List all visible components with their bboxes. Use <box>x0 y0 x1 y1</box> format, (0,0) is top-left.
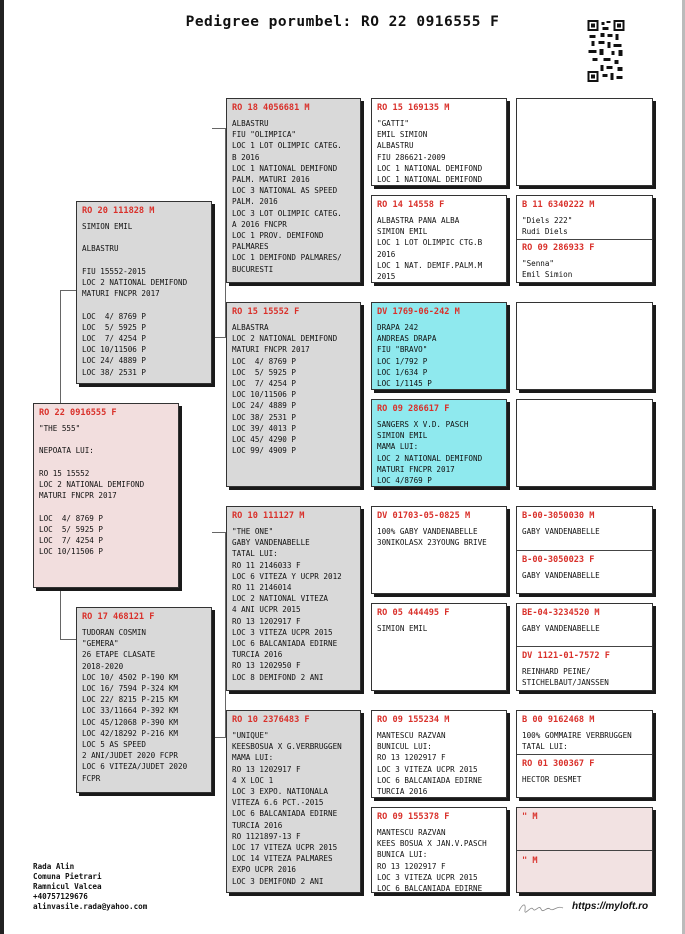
text-line: LOC 10/11506 P <box>232 390 297 400</box>
text-line: LOC 45/ 4290 P <box>232 435 297 445</box>
text-line: RO 11 2146014 <box>232 583 292 593</box>
text-line: FIU "BRAVO" <box>377 345 428 355</box>
text-line: TURCIA 2016 <box>232 650 283 660</box>
text-line: LOC 8 DEMIFOND 2 ANI <box>232 672 324 682</box>
text-line: PALM. MATURI 2016 <box>232 175 310 185</box>
text-line: MAMA LUI: <box>232 753 274 763</box>
gen5-ring-4: RO 09 286933 F <box>522 243 595 253</box>
gen5-ring-11: BE-04-3234520 M <box>522 608 600 618</box>
text-line: TUDORAN COSMIN <box>82 628 147 637</box>
text-line: ALBASTRU <box>377 141 414 151</box>
pigeon-lines <box>39 423 173 557</box>
text-line: "Diels 222" <box>522 216 573 225</box>
text-line: +40757129676 <box>33 892 88 901</box>
text-line: LOC 16/ 7594 P-324 KM <box>82 684 179 694</box>
text-line: LOC 42/18292 P-216 KM <box>82 728 179 738</box>
gen4-card-6[interactable] <box>371 603 507 691</box>
text-line: SIMION EMIL <box>377 431 428 441</box>
gen5-lines-10 <box>522 570 647 581</box>
connector-dam-gen3 <box>212 532 226 702</box>
sire-card[interactable] <box>76 201 212 384</box>
text-line: LOC 3 VITEZA UCPR 2015 <box>232 627 333 637</box>
text-line: LOC 3 NATIONAL AS SPEED <box>232 186 338 196</box>
gen5-lines-9 <box>522 526 647 537</box>
text-line <box>82 299 206 310</box>
gen4-lines-1 <box>377 118 501 185</box>
gen4-lines-2 <box>377 215 501 282</box>
gen4-lines-4 <box>377 419 501 486</box>
gen5-lines-3 <box>522 215 647 237</box>
gen4-ring-6: RO 05 444495 F <box>377 608 450 618</box>
gen5-pair-3[interactable] <box>516 302 653 390</box>
text-line: RO 13 1202917 F <box>377 753 446 763</box>
text-line: VITEZA 6.6 PCT.-2015 <box>232 798 324 808</box>
text-line: LOC 5/ 5925 P <box>232 367 297 377</box>
text-line: LOC 22/ 8215 P-215 KM <box>82 695 179 705</box>
gen5-ring-15: " M <box>522 812 538 822</box>
gen3-lines-1 <box>232 118 355 275</box>
text-line: LOC 10/11506 P <box>39 547 104 557</box>
text-line: PALMARES <box>232 242 269 252</box>
text-line: Comuna Pietrari <box>33 872 102 881</box>
text-line <box>39 501 173 512</box>
text-line: LOC 4/ 8769 P <box>82 311 147 321</box>
gen5-ring-3: B 11 6340222 M <box>522 200 595 210</box>
text-line: "Senna" <box>522 259 555 268</box>
text-line: GABY VANDENABELLE <box>522 527 600 536</box>
pigeon-card[interactable] <box>33 403 179 588</box>
text-line: 2016 <box>377 249 396 259</box>
text-line: LOC 6 BALCANIADA EDIRNE <box>232 639 338 649</box>
gen4-card-5[interactable] <box>371 506 507 594</box>
text-line: LOC 1 DEMIFOND PALMARES/ <box>232 253 342 263</box>
text-line: TATAL LUI: <box>232 549 278 559</box>
text-line <box>39 457 173 468</box>
text-line: LOC 24/ 4889 P <box>82 356 147 366</box>
gen3-card-4[interactable] <box>226 710 361 893</box>
text-line: LOC 1 NAT. DEMIF.PALM.M <box>377 260 483 270</box>
text-line: LOC 24/ 4889 P <box>232 401 297 411</box>
text-line: LOC 1 LOT OLIMPIC CATEG. <box>232 141 342 151</box>
text-line: LOC 5 AS SPEED <box>82 740 147 750</box>
text-line: A 2016 FNCPR <box>232 219 287 229</box>
gen5-pair-6[interactable] <box>516 603 653 691</box>
text-line: LOC 1/634 P <box>377 367 428 377</box>
gen4-lines-3 <box>377 322 501 389</box>
gen5-pair-8[interactable] <box>516 807 653 893</box>
text-line: LOC 1 NATIONAL DEMIFOND <box>232 163 338 173</box>
text-line: GABY VANDENABELLE <box>522 571 600 580</box>
text-line: ALBASTRA PANA ALBA <box>377 216 460 225</box>
text-line: FCPR <box>82 773 101 783</box>
text-line: LOC 1 NATIONAL DEMIFOND <box>377 163 483 173</box>
gen5-lines-4 <box>522 258 647 280</box>
gen5-pair-5[interactable] <box>516 506 653 594</box>
owner-contact <box>33 862 147 912</box>
gen3-lines-4 <box>232 730 355 887</box>
text-line: LOC 1 LOT OLIMPIC CTG.B <box>377 238 483 248</box>
connector-sire-gen3 <box>212 128 226 278</box>
text-line: RO 1121897-13 F <box>232 831 301 841</box>
connector-pigeon-sire <box>60 290 76 404</box>
text-line: MANTESCU RAZVAN <box>377 731 446 740</box>
text-line: GABY VANDENABELLE <box>232 538 310 548</box>
text-line: LOC 7/ 4254 P <box>232 379 297 389</box>
connector-dam-gen3b <box>212 702 226 738</box>
text-line: LOC 1/792 P <box>377 356 428 366</box>
gen3-card-2[interactable] <box>226 302 361 487</box>
gen5-ring-16: " M <box>522 856 538 866</box>
text-line: LOC 2 NATIONAL DEMIFOND <box>82 278 188 288</box>
text-line: PALM. 2016 <box>232 197 278 207</box>
gen4-lines-6 <box>377 623 501 634</box>
text-line: DRAPA 242 <box>377 323 419 332</box>
text-line: LOC 6 BALCANIADA EDIRNE <box>377 884 483 893</box>
text-line: Rudi Diels <box>522 227 568 237</box>
gen5-ring-9: B-00-3050030 M <box>522 511 595 521</box>
gen4-ring-1: RO 15 169135 M <box>377 103 450 113</box>
gen3-card-1[interactable] <box>226 98 361 283</box>
text-line: GABY VANDENABELLE <box>522 624 600 633</box>
text-line: LOC 17 VITEZA UCPR 2015 <box>232 843 338 853</box>
gen5-ring-13: B 00 9162468 M <box>522 715 595 725</box>
text-line <box>39 434 173 445</box>
gen4-card-8[interactable] <box>371 807 507 893</box>
text-line <box>82 232 206 243</box>
gen4-card-3[interactable] <box>371 302 507 390</box>
text-line: LOC 3 DEMIFOND 2 ANI <box>232 876 324 886</box>
text-line: RO 15 15552 <box>39 468 90 478</box>
text-line: LOC 7/ 4254 P <box>82 334 147 344</box>
page-left-edge <box>0 0 4 934</box>
gen5-ring-10: B-00-3050023 F <box>522 555 595 565</box>
text-line: "UNIQUE" <box>232 731 269 740</box>
text-line: RO 13 1202950 F <box>232 661 301 671</box>
gen3-ring-4: RO 10 2376483 F <box>232 715 310 725</box>
text-line: TURCIA 2016 <box>232 820 283 830</box>
text-line: LOC 3 VITEZA UCPR 2015 <box>377 872 478 882</box>
text-line: ANDREAS DRAPA <box>377 334 437 344</box>
text-line: ALBASTRU <box>82 244 119 254</box>
gen5-lines-11 <box>522 623 647 634</box>
text-line: "THE ONE" <box>232 527 274 536</box>
text-line: BUNICUL LUI: <box>377 742 432 752</box>
text-line: LOC 1 PROV. DEMIFOND <box>232 231 324 241</box>
text-line: 4 ANI UCPR 2015 <box>232 605 301 615</box>
gen3-lines-2 <box>232 322 355 456</box>
text-line: SIMION EMIL <box>377 624 428 633</box>
text-line: B 2016 <box>232 152 260 162</box>
text-line: alinvasile.rada@yahoo.com <box>33 902 148 911</box>
text-line: LOC 3 EXPO. NATIONALA <box>232 787 329 797</box>
text-line <box>82 255 206 266</box>
text-line: LOC 14 VITEZA PALMARES <box>232 854 333 864</box>
page-title: Pedigree porumbel: RO 22 0916555 F <box>185 14 500 30</box>
text-line: BUCURESTI <box>232 264 274 274</box>
gen3-ring-3: RO 10 111127 M <box>232 511 305 521</box>
text-line: SANGERS X V.D. PASCH <box>377 420 469 429</box>
text-line: SIMION EMIL <box>82 222 133 231</box>
text-line: LOC 7/ 4254 P <box>39 536 104 546</box>
gen5-lines-12 <box>522 666 647 688</box>
gen5-pair-1[interactable] <box>516 98 653 186</box>
dam-card[interactable] <box>76 607 212 793</box>
text-line: LOC 2 NATIONAL VITEZA <box>232 594 329 604</box>
text-line: FIU "OLIMPICA" <box>232 130 297 140</box>
gen4-ring-2: RO 14 14558 F <box>377 200 445 210</box>
text-line: LOC 10/11506 P <box>82 345 147 355</box>
text-line: BUNICA LUI: <box>377 850 428 860</box>
text-line: Ramnicul Valcea <box>33 882 102 891</box>
gen4-lines-8 <box>377 827 501 893</box>
text-line: LOC 10/ 4502 P-190 KM <box>82 672 179 682</box>
text-line: HECTOR DESMET <box>522 775 582 784</box>
text-line: 30NIKOLASX 23YOUNG BRIVE <box>377 538 487 548</box>
text-line: STICHELBAUT/JANSSEN <box>522 678 609 688</box>
gen5-lines-14 <box>522 774 647 785</box>
gen5-ring-12: DV 1121-01-7572 F <box>522 651 610 661</box>
text-line: ALBASTRU <box>232 119 269 128</box>
text-line: LOC 6 VITEZA/JUDET 2020 <box>82 762 188 772</box>
text-line: MATURI FNCPR 2017 <box>39 491 117 501</box>
text-line: RO 13 1202917 F <box>377 861 446 871</box>
text-line: LOC 4/ 8769 P <box>39 513 104 523</box>
text-line: TATAL LUI: <box>522 742 568 752</box>
text-line: LOC 1/1145 P <box>377 379 432 389</box>
website-link[interactable]: https://myloft.ro <box>572 901 649 912</box>
gen5-pair-7[interactable] <box>516 710 653 798</box>
text-line: MAMA LUI: <box>377 442 419 452</box>
gen4-lines-7 <box>377 730 501 797</box>
text-line: "THE 555" <box>39 424 81 433</box>
gen4-lines-5 <box>377 526 501 548</box>
gen4-ring-5: DV 01703-05-0825 M <box>377 511 471 521</box>
sire-lines <box>82 221 206 378</box>
text-line: LOC 4/8769 P <box>377 476 432 486</box>
text-line: 4 X LOC 1 <box>232 775 274 785</box>
text-line: 2015 <box>377 272 396 282</box>
text-line: 2 ANI/JUDET 2020 FCPR <box>82 751 179 761</box>
text-line: MATURI FNCPR 2017 <box>232 345 310 355</box>
gen4-ring-7: RO 09 155234 M <box>377 715 450 725</box>
gen5-pair-4[interactable] <box>516 399 653 487</box>
text-line: LOC 1 NATIONAL DEMIFOND <box>377 175 483 185</box>
text-line: LOC 45/12068 P-390 KM <box>82 717 179 727</box>
text-line: LOC 6 BALCANIADA EDIRNE <box>377 775 483 785</box>
gen4-card-1[interactable] <box>371 98 507 186</box>
gen4-card-2[interactable] <box>371 195 507 283</box>
gen3-ring-1: RO 18 4056681 M <box>232 103 310 113</box>
text-line: LOC 38/ 2531 P <box>232 412 297 422</box>
gen3-card-3[interactable] <box>226 506 361 691</box>
text-line: ALBASTRA <box>232 323 269 332</box>
text-line: "GEMERA" <box>82 639 119 649</box>
text-line: LOC 2 NATIONAL DEMIFOND <box>39 480 145 490</box>
connector-sire-gen3b <box>212 278 226 338</box>
text-line: LOC 4/ 8769 P <box>232 356 297 366</box>
gen4-card-7[interactable] <box>371 710 507 798</box>
text-line: RO 11 2146033 F <box>232 560 301 570</box>
text-line: LOC 33/11664 P-392 KM <box>82 706 179 716</box>
text-line: EMIL SIMION <box>377 130 428 140</box>
gen5-ring-14: RO 01 300367 F <box>522 759 595 769</box>
text-line: LOC 6 VITEZA Y UCPR 2012 <box>232 571 342 581</box>
text-line: LOC 5/ 5925 P <box>82 322 147 332</box>
text-line: LOC 3 VITEZA UCPR 2015 <box>377 764 478 774</box>
connector-pigeon-dam <box>60 590 76 640</box>
text-line: EXPO UCPR 2016 <box>232 865 297 875</box>
text-line: LOC 39/ 4013 P <box>232 423 297 433</box>
text-line: 26 ETAPE CLASATE <box>82 650 156 660</box>
dam-ring: RO 17 468121 F <box>82 612 155 622</box>
text-line: Emil Simion <box>522 270 573 280</box>
text-line: "GATTI" <box>377 119 410 128</box>
text-line: LOC 2 NATIONAL DEMIFOND <box>232 334 338 344</box>
dam-lines <box>82 627 206 784</box>
text-line: KEESBOSUA X G.VERBRUGGEN <box>232 742 342 752</box>
text-line: 2018-2020 <box>82 661 124 671</box>
text-line: 100% GOMMAIRE VERBRUGGEN <box>522 731 632 740</box>
text-line: Rada Alin <box>33 862 75 871</box>
text-line: LOC 5/ 5925 P <box>39 524 104 534</box>
text-line: TURCIA 2016 <box>377 787 428 797</box>
text-line: KEES BOSUA X JAN.V.PASCH <box>377 839 487 849</box>
text-line: LOC 3 LOT OLIMPIC CATEG. <box>232 208 342 218</box>
signature-icon <box>517 901 565 915</box>
text-line: FIU 15552-2015 <box>82 266 147 276</box>
gen5-pair-2[interactable] <box>516 195 653 283</box>
text-line: LOC 6 BALCANIADA EDIRNE <box>232 809 338 819</box>
gen4-ring-8: RO 09 155378 F <box>377 812 450 822</box>
pigeon-ring: RO 22 0916555 F <box>39 408 117 418</box>
text-line: RO 13 1202917 F <box>232 764 301 774</box>
sire-ring: RO 20 111828 M <box>82 206 155 216</box>
text-line: LOC 38/ 2531 P <box>82 367 147 377</box>
text-line: NEPOATA LUI: <box>39 446 94 456</box>
gen3-ring-2: RO 15 15552 F <box>232 307 300 317</box>
gen4-card-4[interactable] <box>371 399 507 487</box>
qr-code-icon <box>587 20 625 82</box>
text-line: 100% GABY VANDENABELLE <box>377 527 478 536</box>
text-line: LOC 2 NATIONAL DEMIFOND <box>377 453 483 463</box>
text-line: REINHARD PEINE/ <box>522 667 591 676</box>
gen4-ring-4: RO 09 286617 F <box>377 404 450 414</box>
text-line: RO 13 1202917 F <box>232 616 301 626</box>
gen4-ring-3: DV 1769-06-242 M <box>377 307 460 317</box>
text-line: LOC 99/ 4909 P <box>232 446 297 456</box>
gen3-lines-3 <box>232 526 355 683</box>
text-line: SIMION EMIL <box>377 227 428 237</box>
text-line: MATURI FNCPR 2017 <box>82 289 160 299</box>
text-line: MATURI FNCPR 2017 <box>377 464 455 474</box>
text-line: MANTESCU RAZVAN <box>377 828 446 837</box>
gen5-lines-13 <box>522 730 647 752</box>
text-line: FIU 286621-2009 <box>377 152 446 162</box>
